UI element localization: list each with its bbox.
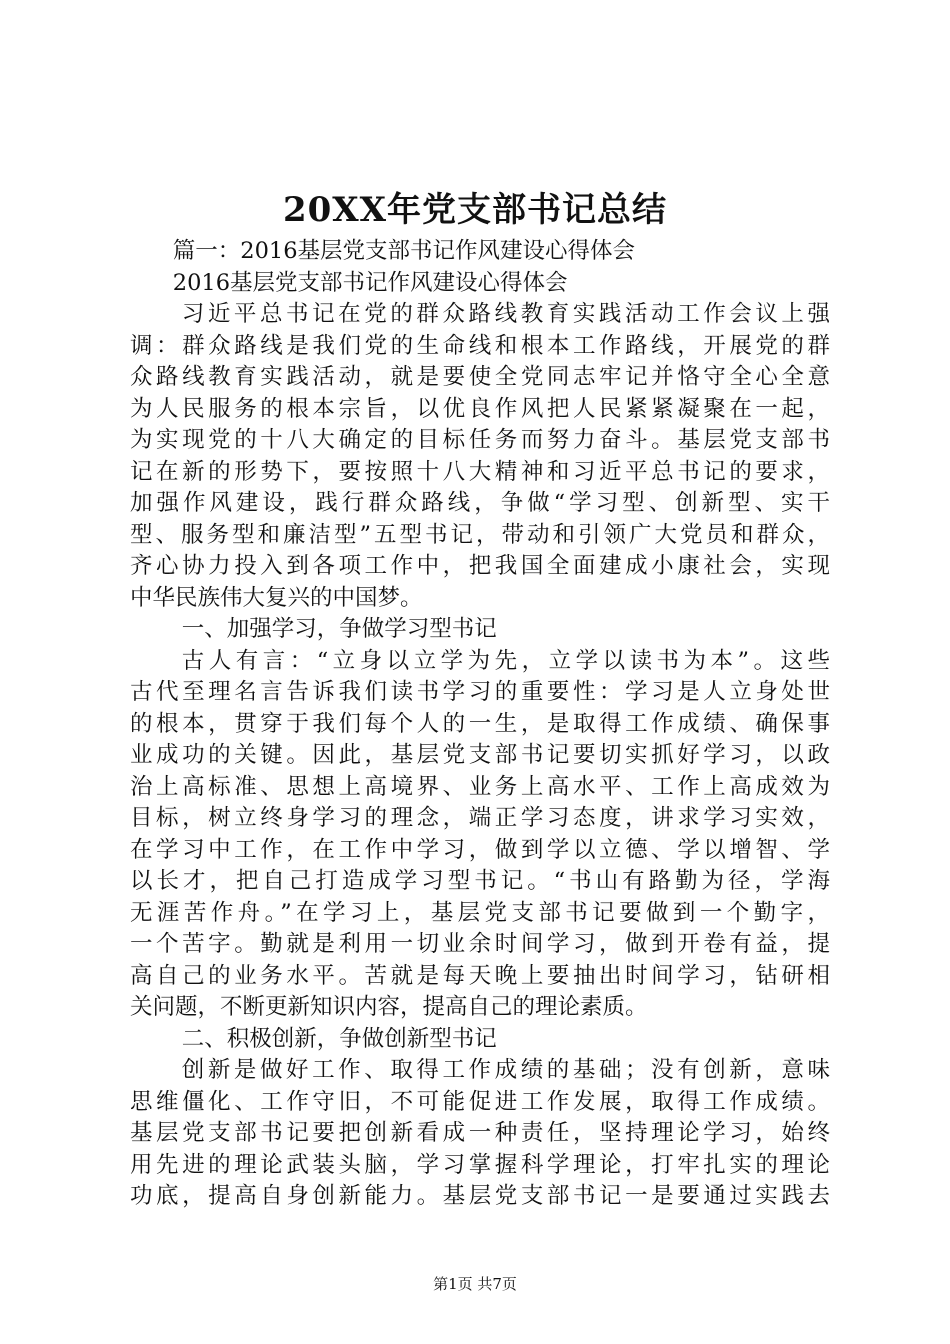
text-line: 高自己的业务水平。苦就是每天晚上要抽出时间学习，钻研相: [130, 962, 830, 989]
text-line: 齐心协力投入到各项工作中，把我国全面建成小康社会，实现: [130, 553, 830, 579]
text-line: 篇一：2016基层党支部书记作风建设心得体会: [172, 238, 636, 264]
page-footer: 第1页 共7页: [433, 1275, 517, 1293]
text-line: 一个苦字。勤就是利用一切业余时间学习，做到开卷有益，提: [130, 931, 830, 957]
text-line: 以长才，把自己打造成学习型书记。“书山有路勤为径，学海: [130, 868, 830, 894]
text-line: 功底，提高自身创新能力。基层党支部书记一是要通过实践去: [130, 1183, 830, 1209]
text-line: 用先进的理论武装头脑，学习掌握科学理论，打牢扎实的理论: [130, 1151, 830, 1178]
text-line: 2016基层党支部书记作风建设心得体会: [172, 269, 568, 296]
text-line: 习近平总书记在党的群众路线教育实践活动工作会议上强: [181, 301, 830, 327]
text-line: 古人有言：“立身以立学为先，立学以读书为本”。这些: [181, 647, 830, 674]
text-line: 为人民服务的根本宗旨，以优良作风把人民紧紧凝聚在一起，: [130, 395, 830, 422]
document-title: 20XX年党支部书记总结: [282, 190, 668, 230]
text-line: 目标，树立终身学习的理念，端正学习态度，讲求学习实效，: [130, 805, 830, 831]
text-line: 为实现党的十八大确定的目标任务而努力奋斗。基层党支部书: [130, 427, 830, 453]
text-line: 记在新的形势下，要按照十八大精神和习近平总书记的要求，: [130, 458, 830, 485]
text-line: 二、积极创新，争做创新型书记: [181, 1025, 497, 1052]
text-line: 基层党支部书记要把创新看成一种责任，坚持理论学习，始终: [130, 1120, 830, 1146]
text-line: 调：群众路线是我们党的生命线和根本工作路线，开展党的群: [130, 332, 830, 359]
text-line: 治上高标准、思想上高境界、业务上高水平、工作上高成效为: [130, 773, 830, 800]
text-line: 创新是做好工作、取得工作成绩的基础；没有创新，意味: [181, 1057, 830, 1083]
text-line: 型、服务型和廉洁型”五型书记，带动和引领广大党员和群众，: [130, 521, 830, 548]
text-line: 中华民族伟大复兴的中国梦。: [130, 584, 423, 611]
text-line: 关问题，不断更新知识内容，提高自己的理论素质。: [130, 994, 648, 1020]
text-line: 业成功的关键。因此，基层党支部书记要切实抓好学习，以政: [130, 742, 830, 768]
text-line: 众路线教育实践活动，就是要使全党同志牢记并恪守全心全意: [130, 364, 830, 390]
text-line: 的根本，贯穿于我们每个人的一生，是取得工作成绩、确保事: [130, 710, 830, 737]
text-line: 无涯苦作舟。”在学习上，基层党支部书记要做到一个勤字，: [130, 899, 830, 926]
text-line: 在学习中工作，在工作中学习，做到学以立德、学以增智、学: [130, 836, 830, 863]
text-line: 加强作风建设，践行群众路线，争做“学习型、创新型、实干: [130, 490, 830, 516]
document-body: [130, 236, 830, 1213]
text-line: 思维僵化、工作守旧，不可能促进工作发展，取得工作成绩。: [130, 1088, 830, 1115]
text-line: 一、加强学习，争做学习型书记: [181, 616, 497, 642]
text-line: 古代至理名言告诉我们读书学习的重要性：学习是人立身处世: [130, 679, 830, 705]
